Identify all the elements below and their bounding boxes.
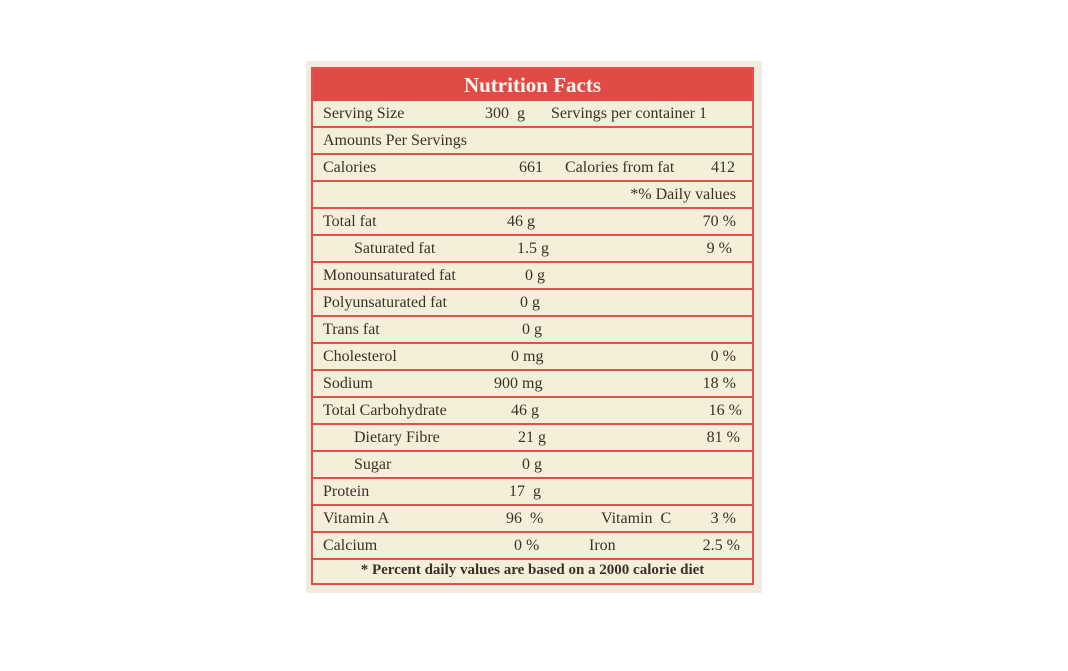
nutrient-name: Sodium <box>323 375 373 392</box>
vitamin-c-label: Vitamin C <box>601 510 672 527</box>
nutrient-row <box>313 290 752 317</box>
nutrient-row <box>313 398 752 425</box>
nutrient-daily-value: 70 % <box>702 213 736 230</box>
nutrient-row <box>313 236 752 263</box>
amounts-per-servings-label: Amounts Per Servings <box>323 132 467 149</box>
nutrition-facts-panel <box>311 67 754 585</box>
calcium-value: 0 % <box>514 537 540 554</box>
nutrient-name: Protein <box>323 483 370 500</box>
iron-label: Iron <box>589 537 616 554</box>
daily-values-footnote: * Percent daily values are based on a 2000 calorie diet <box>360 562 705 578</box>
calcium-label: Calcium <box>323 537 378 554</box>
vitamin-a-value: 96 % <box>506 510 544 527</box>
calories-label: Calories <box>323 159 377 176</box>
nutrient-amount: 0 g <box>520 294 540 311</box>
nutrient-row <box>313 479 752 506</box>
nutrient-row <box>313 452 752 479</box>
nutrient-name: Sugar <box>354 456 392 473</box>
nutrient-daily-value: 81 % <box>706 429 740 446</box>
nutrient-name: Cholesterol <box>323 348 397 365</box>
nutrient-amount: 46 g <box>511 402 539 419</box>
nutrient-daily-value: 18 % <box>702 375 736 392</box>
nutrient-row <box>313 371 752 398</box>
nutrient-name: Saturated fat <box>354 240 436 257</box>
servings-per-container: Servings per container 1 <box>551 105 707 122</box>
daily-values-label: *% Daily values <box>630 186 736 203</box>
nutrition-label-card <box>306 61 762 593</box>
serving-size-value: 300 g <box>485 105 525 122</box>
calories-from-fat-label: Calories from fat <box>565 159 675 176</box>
nutrient-daily-value: 9 % <box>706 240 732 257</box>
nutrition-facts-title: Nutrition Facts <box>313 69 752 101</box>
vitamin-a-c-row <box>313 506 752 533</box>
nutrient-row <box>313 344 752 371</box>
nutrient-amount: 0 g <box>522 456 542 473</box>
nutrient-amount: 1.5 g <box>517 240 549 257</box>
vitamin-a-label: Vitamin A <box>323 510 390 527</box>
nutrient-name: Total fat <box>323 213 377 230</box>
amounts-per-servings-row <box>313 128 752 155</box>
nutrient-name: Dietary Fibre <box>354 429 440 446</box>
calcium-iron-row <box>313 533 752 560</box>
iron-value: 2.5 % <box>702 537 740 554</box>
nutrient-name: Total Carbohydrate <box>323 402 447 419</box>
nutrient-row <box>313 209 752 236</box>
calories-from-fat-value: 412 <box>711 159 735 176</box>
nutrient-daily-value: 16 % <box>708 402 742 419</box>
nutrient-amount: 21 g <box>518 429 546 446</box>
nutrient-name: Trans fat <box>323 321 380 338</box>
nutrient-amount: 900 mg <box>494 375 543 392</box>
nutrient-row <box>313 317 752 344</box>
daily-values-header-row <box>313 182 752 209</box>
nutrient-amount: 17 g <box>509 483 541 500</box>
calories-value: 661 <box>519 159 543 176</box>
serving-size-row <box>313 101 752 128</box>
nutrient-name: Polyunsaturated fat <box>323 294 447 311</box>
nutrient-amount: 0 mg <box>511 348 544 365</box>
nutrient-daily-value: 0 % <box>710 348 736 365</box>
serving-size-label: Serving Size <box>323 105 405 122</box>
nutrient-amount: 46 g <box>507 213 535 230</box>
nutrient-row <box>313 425 752 452</box>
calories-row <box>313 155 752 182</box>
nutrient-amount: 0 g <box>525 267 545 284</box>
nutrient-name: Monounsaturated fat <box>323 267 456 284</box>
nutrient-amount: 0 g <box>522 321 542 338</box>
nutrient-row <box>313 263 752 290</box>
vitamin-c-value: 3 % <box>710 510 736 527</box>
